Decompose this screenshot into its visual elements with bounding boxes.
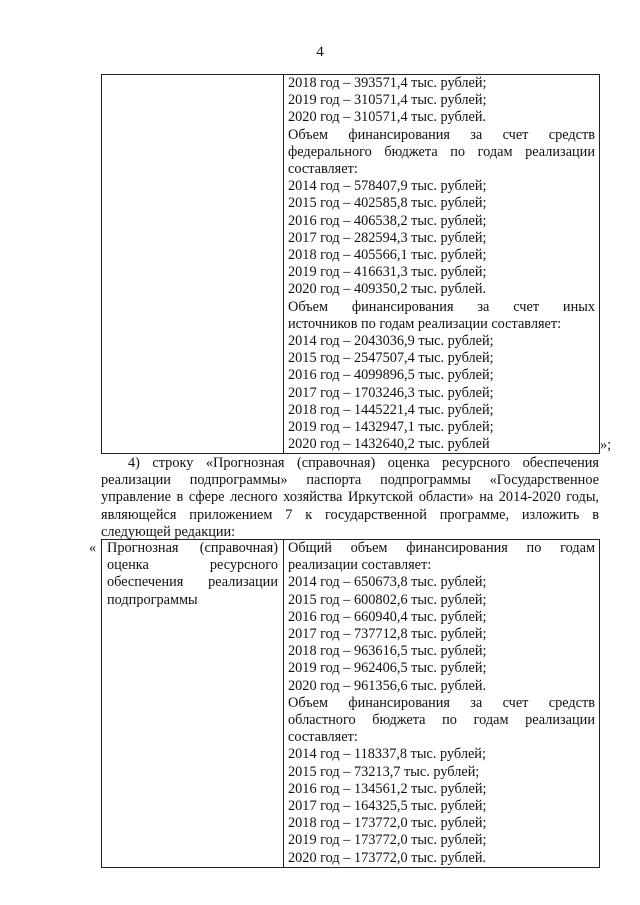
text-line: 2014 год – 650673,8 тыс. рублей;: [288, 574, 487, 591]
table2-right-cell: [284, 540, 600, 868]
text-line: Объем финансирования за счет средств: [288, 126, 595, 143]
table-row: [102, 540, 600, 868]
funding-table-continued: [101, 74, 600, 454]
paragraph-line: реализации подпрограммы» паспорта подпрограммы «Государственное: [101, 472, 599, 489]
text-line: оценка ресурсного: [107, 557, 278, 574]
text-line: 2014 год – 578407,9 тыс. рублей;: [288, 178, 487, 195]
row-heading: [107, 540, 278, 609]
text-line: 2016 год – 134561,2 тыс. рублей;: [288, 780, 487, 797]
text-line: 2017 год – 737712,8 тыс. рублей;: [288, 626, 487, 643]
funding-lines: [288, 75, 595, 453]
text-line: 2020 год – 961356,6 тыс. рублей.: [288, 677, 487, 694]
paragraph-line: следующей редакции:: [101, 523, 236, 540]
text-line: 2014 год – 118337,8 тыс. рублей;: [288, 746, 486, 763]
funding-lines: [288, 540, 595, 867]
text-line: 2020 год – 409350,2 тыс. рублей.: [288, 281, 487, 298]
paragraph-line: являющейся приложением 7 к государственной программе, изложить в: [101, 506, 599, 523]
text-line: Общий объем финансирования по годам: [288, 540, 595, 556]
text-line: 2019 год – 962406,5 тыс. рублей;: [288, 660, 487, 677]
page-number: 4: [316, 44, 324, 60]
text-line: 2018 год – 1445221,4 тыс. рублей;: [288, 401, 494, 418]
table1-right-cell: [284, 75, 600, 454]
amendment-paragraph: [101, 455, 599, 541]
text-line: Объем финансирования за счет иных: [288, 298, 595, 315]
text-line: 2017 год – 164325,5 тыс. рублей;: [288, 798, 487, 815]
text-line: 2017 год – 1703246,3 тыс. рублей;: [288, 384, 494, 401]
closing-quote: »;: [600, 437, 612, 453]
text-line: 2015 год – 600802,6 тыс. рублей;: [288, 591, 487, 608]
text-line: 2019 год – 173772,0 тыс. рублей;: [288, 832, 487, 849]
text-line: 2018 год – 393571,4 тыс. рублей;: [288, 75, 487, 91]
text-line: подпрограммы: [107, 591, 198, 608]
text-line: 2020 год – 1432640,2 тыс. рублей: [288, 436, 490, 453]
text-line: 2015 год – 73213,7 тыс. рублей;: [288, 763, 480, 780]
text-line: 2016 год – 406538,2 тыс. рублей;: [288, 212, 487, 229]
paragraph-line: 4) строку «Прогнозная (справочная) оценка ресурсного обеспечения: [128, 455, 599, 471]
table1-left-cell: [102, 75, 284, 454]
text-line: 2018 год – 963616,5 тыс. рублей;: [288, 643, 487, 660]
text-line: 2017 год – 282594,3 тыс. рублей;: [288, 229, 487, 246]
text-line: 2016 год – 660940,4 тыс. рублей;: [288, 608, 487, 625]
text-line: Прогнозная (справочная): [107, 540, 278, 556]
text-line: 2018 год – 405566,1 тыс. рублей;: [288, 247, 487, 264]
opening-quote: «: [89, 540, 97, 556]
text-line: федерального бюджета по годам реализации: [288, 143, 595, 160]
paragraph-line: управление в сфере лесного хозяйства Иркутской области» на 2014-2020 годы,: [101, 489, 599, 506]
text-line: Объем финансирования за счет средств: [288, 694, 595, 711]
text-line: источников по годам реализации составляет:: [288, 315, 562, 332]
text-line: 2014 год – 2043036,9 тыс. рублей;: [288, 333, 494, 350]
text-line: 2019 год – 1432947,1 тыс. рублей;: [288, 419, 494, 436]
text-line: 2019 год – 416631,3 тыс. рублей;: [288, 264, 487, 281]
text-line: 2019 год – 310571,4 тыс. рублей;: [288, 92, 487, 109]
text-line: 2018 год – 173772,0 тыс. рублей;: [288, 815, 487, 832]
table2-left-cell: [102, 540, 284, 868]
text-line: реализации составляет:: [288, 557, 432, 574]
text-line: 2020 год – 310571,4 тыс. рублей.: [288, 109, 487, 126]
text-line: 2015 год – 402585,8 тыс. рублей;: [288, 195, 487, 212]
text-line: 2015 год – 2547507,4 тыс. рублей;: [288, 350, 494, 367]
text-line: составляет:: [288, 729, 358, 746]
text-line: 2016 год – 4099896,5 тыс. рублей;: [288, 367, 494, 384]
resource-estimate-table: [101, 539, 600, 868]
text-line: 2020 год – 173772,0 тыс. рублей.: [288, 849, 487, 866]
text-line: составляет:: [288, 161, 358, 178]
table-row: [102, 75, 600, 454]
text-line: обеспечения реализации: [107, 574, 278, 591]
text-line: областного бюджета по годам реализации: [288, 712, 595, 729]
